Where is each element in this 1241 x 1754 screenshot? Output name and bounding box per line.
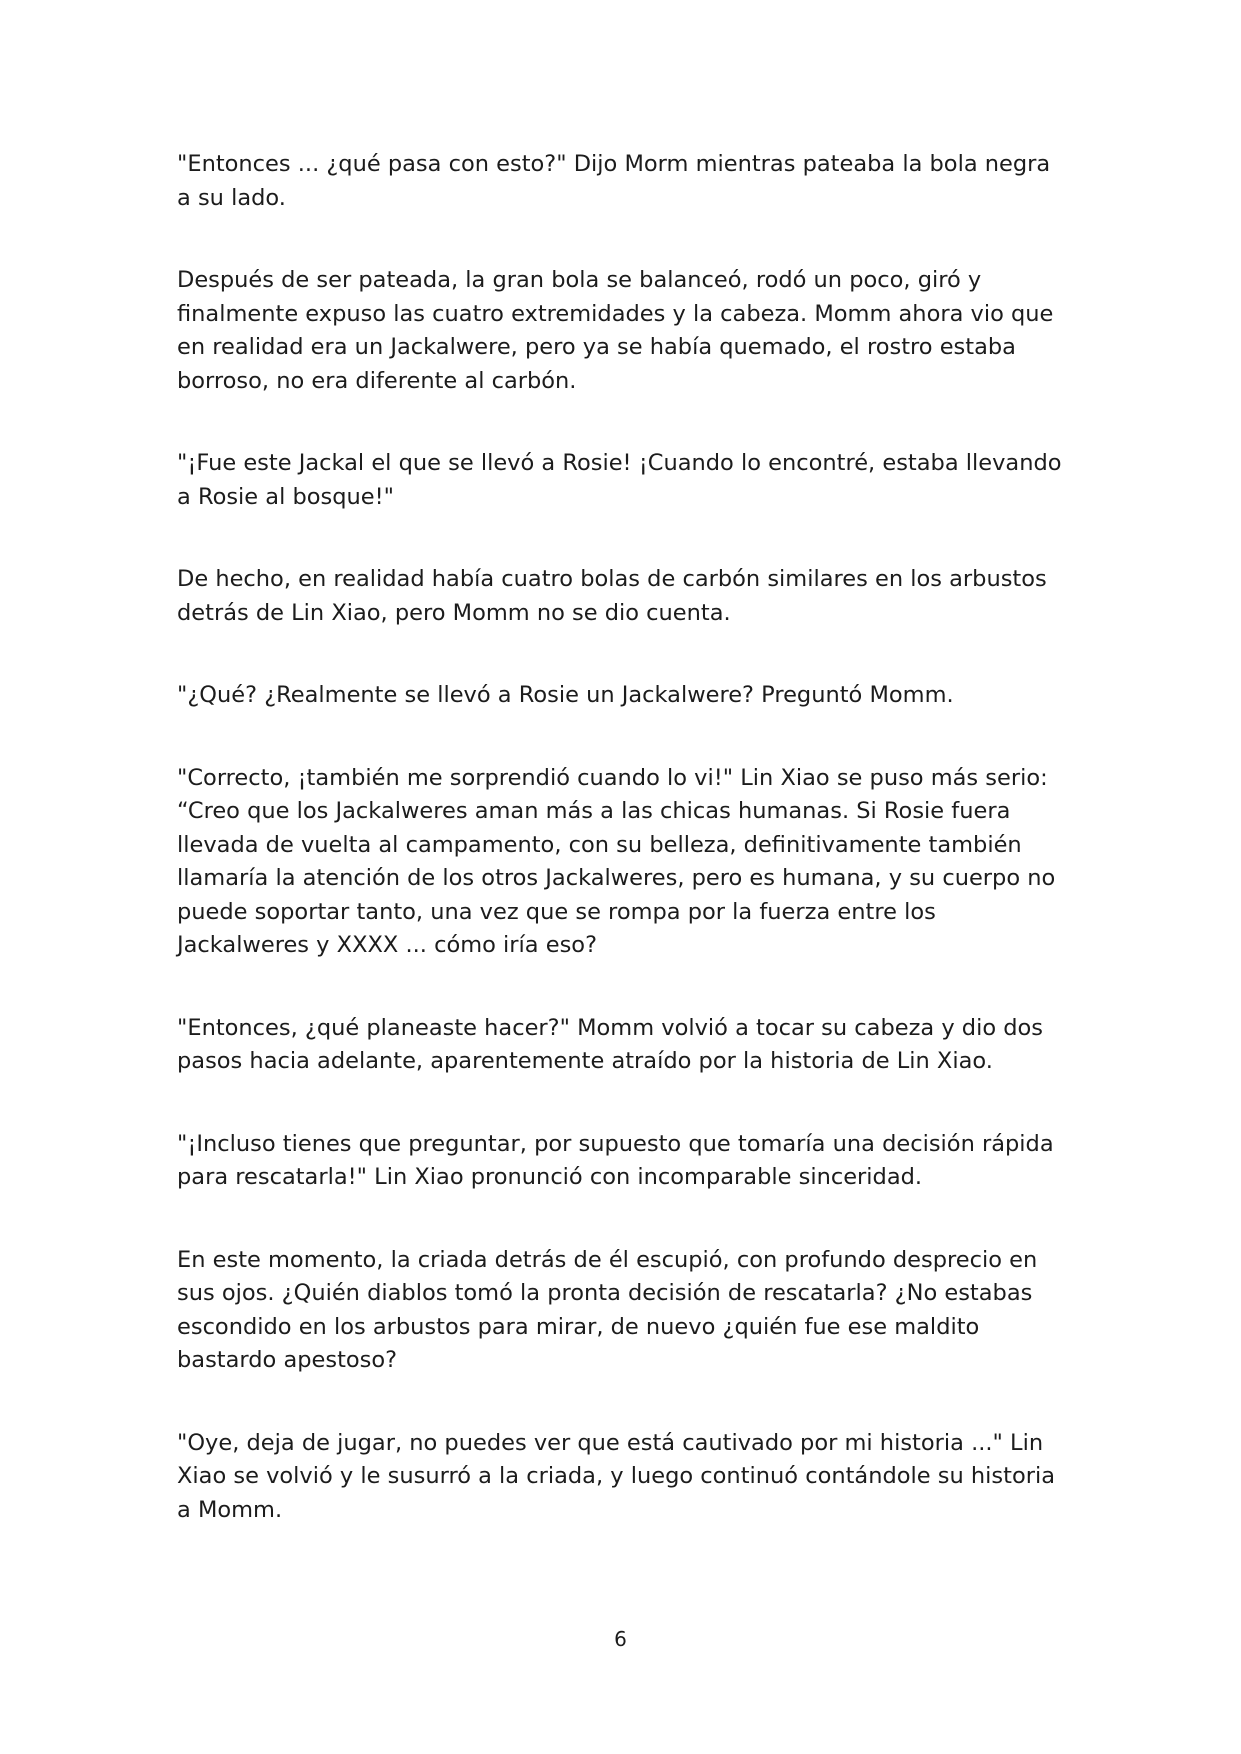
paragraph: "¡Incluso tienes que preguntar, por supuesto que tomaría una decisión rápida para rescatarla!" Lin Xiao pronunció con incomparable sinceridad. [177, 1130, 1054, 1190]
paragraph: "Entonces, ¿qué planeaste hacer?" Momm volvió a tocar su cabeza y dio dos pasos hacia adelante, aparentemente atraído por la historia de Lin Xiao. [177, 1014, 1044, 1074]
paragraph: "Entonces ... ¿qué pasa con esto?" Dijo Morm mientras pateaba la bola negra a su lado. [177, 151, 1051, 211]
paragraph: "¿Qué? ¿Realmente se llevó a Rosie un Jackalwere? Preguntó Momm. [177, 682, 954, 708]
paragraph: En este momento, la criada detrás de él escupió, con profundo desprecio en sus ojos. ¿Quién diablos tomó la pronta decisión de rescatarla? ¿No estabas escondido en los arbustos para mirar, de nuevo ¿quién fue ese maldito bastardo apestoso? [177, 1246, 1038, 1373]
page-number: 6 [614, 1627, 627, 1651]
paragraph: "¡Fue este Jackal el que se llevó a Rosie! ¡Cuando lo encontré, estaba llevando a Rosie al bosque!" [177, 450, 1062, 510]
paragraph: "Oye, deja de jugar, no puedes ver que está cautivado por mi historia ..." Lin Xiao se volvió y le susurró a la criada, y luego continuó contándole su historia a Momm. [177, 1429, 1056, 1523]
paragraph: "Correcto, ¡también me sorprendió cuando lo vi!" Lin Xiao se puso más serio: “Creo que los Jackalweres aman más a las chicas humanas. Si Rosie fuera llevada de vuelta al campamento, con su belleza, definitivamente también llamaría la atención de los otros Jackalweres, pero es humana, y su cuerpo no puede soportar tanto, una vez que se rompa por la fuerza entre los Jackalweres y XXXX ... cómo iría eso? [177, 764, 1056, 958]
paragraph: De hecho, en realidad había cuatro bolas de carbón similares en los arbustos detrás de Lin Xiao, pero Momm no se dio cuenta. [177, 566, 1047, 626]
paragraph: Después de ser pateada, la gran bola se balanceó, rodó un poco, giró y finalmente expuso las cuatro extremidades y la cabeza. Momm ahora vio que en realidad era un Jackalwere, pero ya se había quemado, el rostro estaba borroso, no era diferente al carbón. [177, 267, 1054, 394]
text-body [177, 148, 1067, 1576]
